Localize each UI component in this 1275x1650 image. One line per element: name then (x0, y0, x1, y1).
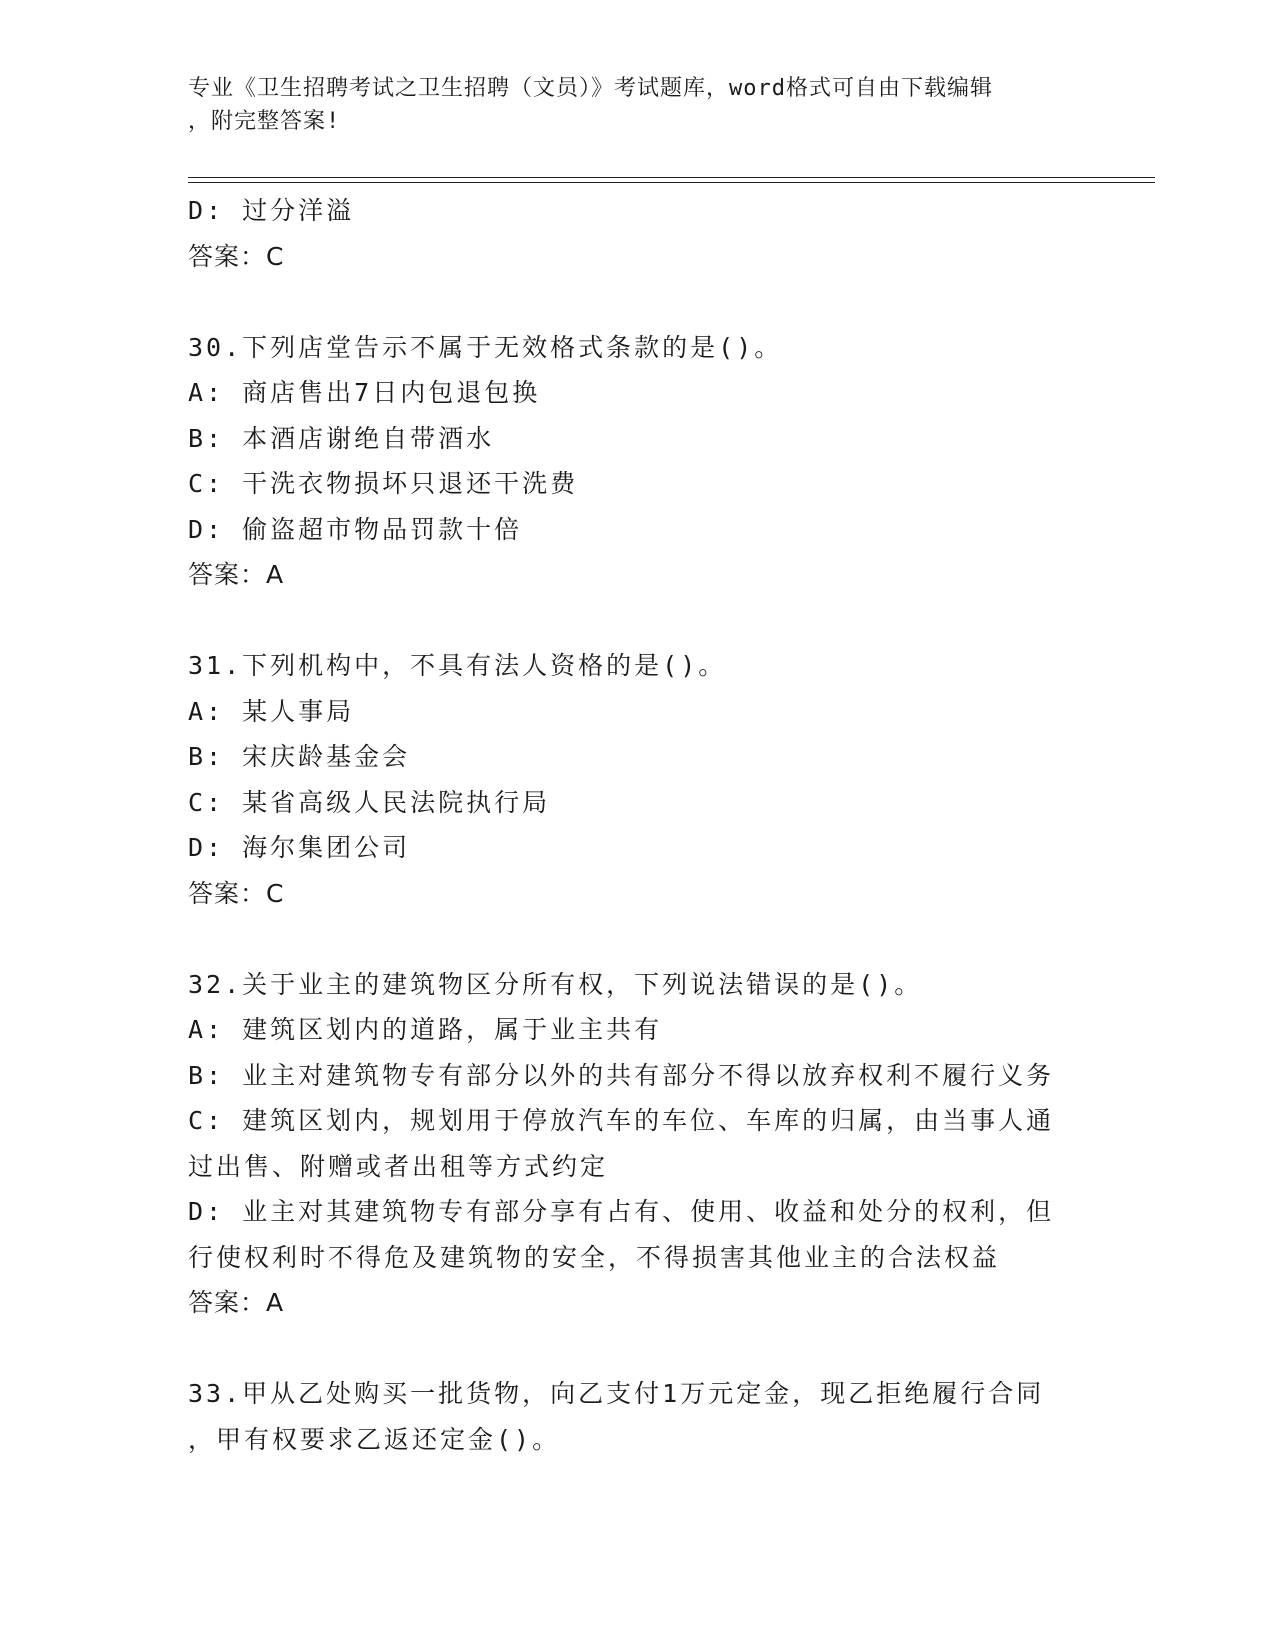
document-body (188, 188, 1088, 1462)
option-line: 行使权利时不得危及建筑物的安全，不得损害其他业主的合法权益 (188, 1242, 1001, 1272)
question-stem: 31.下列机构中，不具有法人资格的是()。 (188, 651, 727, 680)
option-line: C: 建筑区划内，规划用于停放汽车的车位、车库的归属，由当事人通 (188, 1106, 1055, 1135)
option-line: A: 某人事局 (188, 696, 355, 726)
answer-line: 答案：C (188, 241, 285, 271)
option-line: D: 业主对其建筑物专有部分享有占有、使用、收益和处分的权利，但 (188, 1197, 1055, 1226)
question-stem: 32.关于业主的建筑物区分所有权，下列说法错误的是()。 (188, 969, 923, 999)
question-list (188, 325, 1088, 1463)
question-block (188, 1371, 1088, 1462)
option-line: B: 宋庆龄基金会 (188, 742, 411, 771)
question-block (188, 962, 1088, 1372)
answer-line: 答案：A (188, 1288, 285, 1317)
option-line: B: 业主对建筑物专有部分以外的共有部分不得以放弃权利不履行义务 (188, 1060, 1055, 1090)
question-block (188, 325, 1088, 644)
option-line: C: 干洗衣物损坏只退还干洗费 (188, 469, 579, 498)
option-d: D: 过分洋溢 (188, 196, 355, 225)
option-line: A: 建筑区划内的道路，属于业主共有 (188, 1015, 663, 1044)
header-divider-top (188, 177, 1155, 178)
option-line: 过出售、附赠或者出租等方式约定 (188, 1151, 609, 1181)
question-stem: 30.下列店堂告示不属于无效格式条款的是()。 (188, 332, 783, 362)
header-line-2: ，附完整答案! (188, 109, 341, 134)
question-stem: ，甲有权要求乙返还定金()。 (188, 1424, 561, 1454)
option-line: A: 商店售出7日内包退包换 (188, 378, 541, 407)
option-line: B: 本酒店谢绝自带酒水 (188, 423, 495, 453)
header-divider-bottom (188, 182, 1155, 183)
option-line: D: 海尔集团公司 (188, 833, 411, 862)
header-line-1: 专业《卫生招聘考试之卫生招聘（文员）》考试题库，word格式可自由下载编辑 (188, 76, 993, 101)
answer-line: 答案：A (188, 560, 285, 589)
option-line: D: 偷盗超市物品罚款十倍 (188, 514, 523, 544)
option-line: C: 某省高级人民法院执行局 (188, 787, 551, 817)
question-stem: 33.甲从乙处购买一批货物，向乙支付1万元定金，现乙拒绝履行合同 (188, 1379, 1045, 1408)
answer-line: 答案：C (188, 878, 285, 908)
document-header (188, 72, 1088, 138)
question-block (188, 643, 1088, 962)
